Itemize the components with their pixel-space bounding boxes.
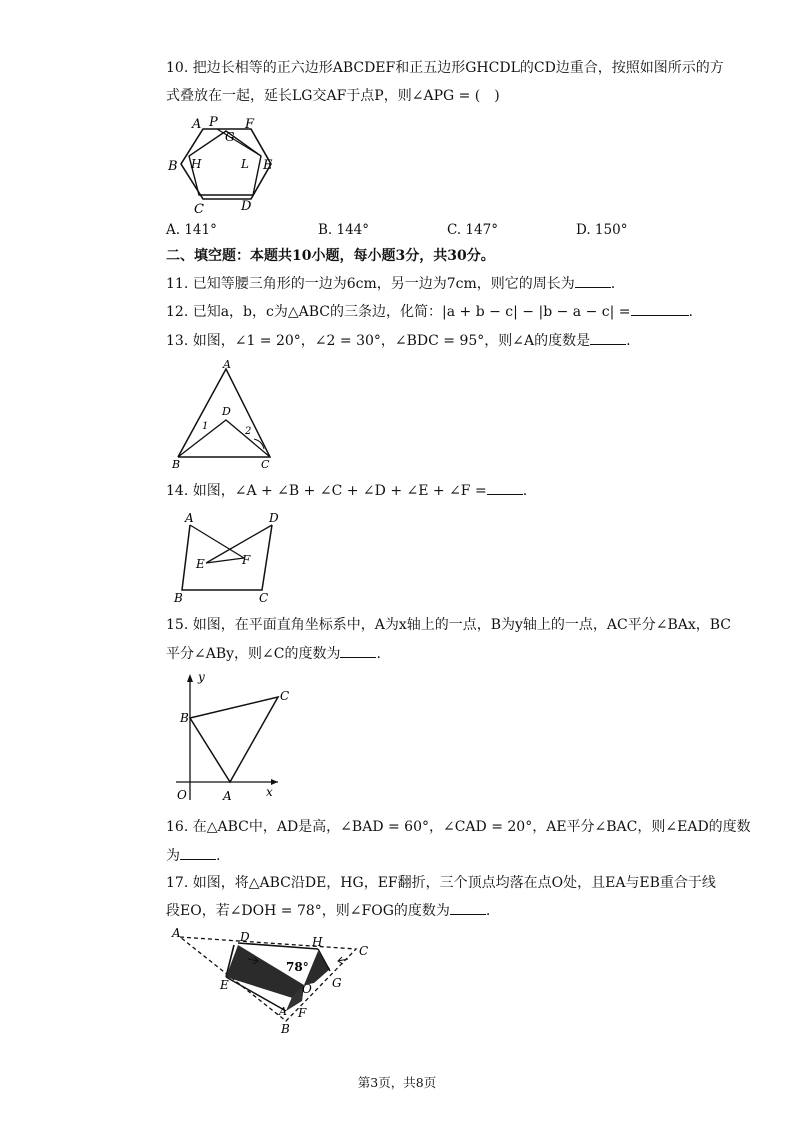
q10-option-c: C. 147° [447, 222, 498, 238]
q10-label-G: G [225, 130, 235, 144]
q17-label-O: O [302, 982, 312, 996]
q13-label-B: B [172, 458, 181, 471]
q14-label-B: B [174, 591, 183, 605]
q15-answer-blank [340, 645, 376, 658]
q10-line2: 式叠放在一起，延长LG交AF于点P，则∠APG = ( ) [166, 88, 500, 104]
q10-option-b: B. 144° [318, 222, 370, 238]
q13-figure [168, 357, 280, 472]
q17-answer-blank [450, 902, 486, 915]
q12-answer-blank [631, 303, 689, 316]
q17-prompt: 段EO，若∠DOH = 78°，则∠FOG的度数为 [166, 903, 450, 919]
q14-prompt: 14. 如图，∠A + ∠B + ∠C + ∠D + ∠E + ∠F = [166, 483, 487, 499]
q15-label-O: O [177, 788, 187, 802]
q17-label-A-bottom: A [279, 1005, 287, 1018]
q17-figure [168, 925, 378, 1037]
q10-label-F: F [245, 117, 255, 132]
q12-prompt: 12. 已知a，b，c为△ABC的三条边，化简：|a + b − c| − |b − a − c| = [166, 304, 631, 320]
q10-label-P: P [209, 115, 218, 130]
q14-answer-blank [487, 482, 523, 495]
q17-label-G: G [332, 976, 342, 990]
q11-prompt: 11. 已知等腰三角形的一边为6cm，另一边为7cm，则它的周长为 [166, 276, 575, 292]
q17-label-E: E [220, 978, 229, 992]
q13-prompt: 13. 如图，∠1 = 20°，∠2 = 30°，∠BDC = 95°，则∠A的度数是 [166, 333, 591, 349]
q17-label-H: H [312, 935, 323, 949]
q17-label-A-top: A [172, 926, 181, 940]
q10-label-E: E [263, 158, 273, 173]
q13-text: 13. 如图，∠1 = 20°，∠2 = 30°，∠BDC = 95°，则∠A的度数是 . [166, 333, 631, 349]
q10-option-d: D. 150° [576, 222, 628, 238]
q12-text: 12. 已知a，b，c为△ABC的三条边，化简：|a + b − c| − |b − a − c| = . [166, 304, 693, 320]
q15-label-C: C [280, 689, 290, 703]
q10-label-A: A [192, 117, 202, 132]
q11-answer-blank [575, 275, 611, 288]
q16-prompt: 为 [166, 848, 180, 864]
q16-line2: 为 . [166, 848, 221, 864]
q13-label-D: D [222, 405, 231, 418]
q17-label-78deg: 78° [286, 960, 309, 974]
q13-answer-blank [590, 332, 626, 345]
page-number: 第3页，共8页 [357, 1075, 437, 1090]
q15-label-x: x [266, 785, 273, 799]
q16-line1: 16. 在△ABC中，AD是高，∠BAD = 60°，∠CAD = 20°，AE平分∠BAC，则∠EAD的度数 [166, 819, 751, 835]
section-2-heading: 二、填空题：本题共10小题，每小题3分，共30分。 [166, 248, 495, 264]
q13-label-C: C [261, 458, 270, 471]
q14-label-C: C [259, 591, 269, 605]
q11-text: 11. 已知等腰三角形的一边为6cm，另一边为7cm，则它的周长为 . [166, 276, 616, 292]
q17-line1: 17. 如图，将△ABC沿DE，HG，EF翻折，三个顶点均落在点O处，且EA与EB重合于线 [166, 875, 716, 891]
q16-answer-blank [180, 847, 216, 860]
q17-line2: 段EO，若∠DOH = 78°，则∠FOG的度数为 . [166, 903, 491, 919]
q14-label-E: E [196, 557, 205, 571]
q17-label-C: C [359, 944, 369, 958]
q13-label-A: A [223, 358, 231, 371]
q14-label-F: F [242, 553, 251, 567]
q17-label-F: F [298, 1006, 307, 1020]
q14-label-A: A [185, 511, 194, 525]
q15-figure [170, 670, 296, 805]
q10-option-a: A. 141° [166, 222, 217, 238]
q10-label-B: B [168, 159, 178, 174]
q10-label-L: L [241, 157, 249, 171]
q15-line2: 平分∠ABy，则∠C的度数为 . [166, 646, 381, 662]
q15-prompt: 平分∠ABy，则∠C的度数为 [166, 646, 341, 662]
q10-line1: 10. 把边长相等的正六边形ABCDEF和正五边形GHCDL的CD边重合，按照如图所示的方 [166, 60, 724, 76]
q13-label-1: 1 [202, 421, 209, 432]
q14-label-D: D [269, 511, 279, 525]
q17-label-D: D [240, 930, 250, 944]
q13-label-2: 2 [245, 426, 252, 437]
q10-figure [163, 112, 283, 218]
q10-label-H: H [191, 157, 202, 171]
q15-label-B: B [180, 711, 189, 725]
q17-label-B: B [281, 1022, 290, 1036]
q15-label-y: y [198, 670, 205, 684]
q10-label-D: D [241, 199, 252, 214]
q14-text: 14. 如图，∠A + ∠B + ∠C + ∠D + ∠E + ∠F = . [166, 483, 528, 499]
q15-line1: 15. 如图，在平面直角坐标系中，A为x轴上的一点，B为y轴上的一点，AC平分∠BAx，BC [166, 617, 732, 633]
q15-label-A: A [223, 789, 232, 803]
q14-figure [170, 508, 288, 608]
q10-label-C: C [194, 202, 204, 217]
